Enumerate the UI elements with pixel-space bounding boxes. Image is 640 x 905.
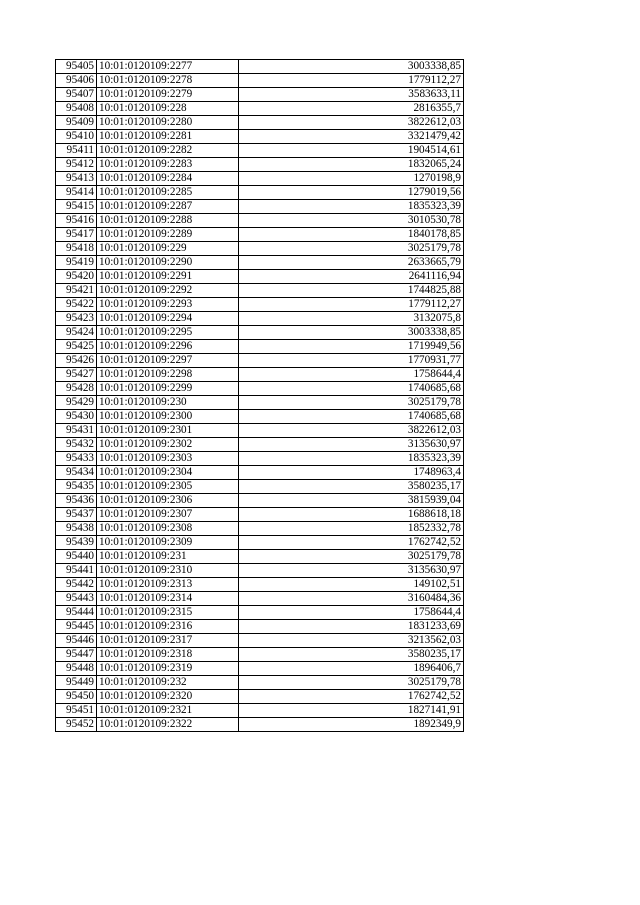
cadastral-number-cell: 10:01:0120109:2314	[97, 592, 239, 606]
table-row	[56, 396, 464, 410]
value-cell: 1904514,61	[239, 144, 464, 158]
cadastral-number-cell: 10:01:0120109:2293	[97, 298, 239, 312]
row-id-cell: 95423	[56, 312, 97, 326]
table-row	[56, 172, 464, 186]
value-cell: 3025179,78	[239, 550, 464, 564]
value-cell: 3003338,85	[239, 60, 464, 74]
table-row	[56, 74, 464, 88]
table-row	[56, 662, 464, 676]
cadastral-number-cell: 10:01:0120109:2280	[97, 116, 239, 130]
cadastral-number-cell: 10:01:0120109:2295	[97, 326, 239, 340]
table-row	[56, 326, 464, 340]
row-id-cell: 95419	[56, 256, 97, 270]
cadastral-number-cell: 10:01:0120109:2279	[97, 88, 239, 102]
row-id-cell: 95448	[56, 662, 97, 676]
cadastral-number-cell: 10:01:0120109:2306	[97, 494, 239, 508]
row-id-cell: 95433	[56, 452, 97, 466]
cadastral-number-cell: 10:01:0120109:2281	[97, 130, 239, 144]
table-row	[56, 564, 464, 578]
cadastral-number-cell: 10:01:0120109:2320	[97, 690, 239, 704]
row-id-cell: 95437	[56, 508, 97, 522]
value-cell: 1270198,9	[239, 172, 464, 186]
value-cell: 1740685,68	[239, 382, 464, 396]
table-row	[56, 256, 464, 270]
value-cell: 3815939,04	[239, 494, 464, 508]
value-cell: 1827141,91	[239, 704, 464, 718]
value-cell: 1770931,77	[239, 354, 464, 368]
table-row	[56, 592, 464, 606]
cadastral-number-cell: 10:01:0120109:2317	[97, 634, 239, 648]
value-cell: 1896406,7	[239, 662, 464, 676]
value-cell: 3003338,85	[239, 326, 464, 340]
value-cell: 1852332,78	[239, 522, 464, 536]
cadastral-number-cell: 10:01:0120109:2298	[97, 368, 239, 382]
table-row	[56, 284, 464, 298]
table-row	[56, 116, 464, 130]
row-id-cell: 95443	[56, 592, 97, 606]
value-cell: 3132075,8	[239, 312, 464, 326]
value-cell: 1831233,69	[239, 620, 464, 634]
row-id-cell: 95438	[56, 522, 97, 536]
row-id-cell: 95416	[56, 214, 97, 228]
table-row	[56, 508, 464, 522]
value-cell: 3025179,78	[239, 242, 464, 256]
value-cell: 3135630,97	[239, 564, 464, 578]
row-id-cell: 95439	[56, 536, 97, 550]
table-row	[56, 158, 464, 172]
table-row	[56, 144, 464, 158]
cadastral-number-cell: 10:01:0120109:2316	[97, 620, 239, 634]
value-cell: 1758644,4	[239, 368, 464, 382]
cadastral-number-cell: 10:01:0120109:2289	[97, 228, 239, 242]
cadastral-number-cell: 10:01:0120109:2299	[97, 382, 239, 396]
cadastral-number-cell: 10:01:0120109:2309	[97, 536, 239, 550]
value-cell: 3135630,97	[239, 438, 464, 452]
value-cell: 1762742,52	[239, 536, 464, 550]
table-row	[56, 368, 464, 382]
value-cell: 3025179,78	[239, 676, 464, 690]
value-cell: 3025179,78	[239, 396, 464, 410]
value-cell: 2633665,79	[239, 256, 464, 270]
table-body	[56, 60, 464, 732]
table-row	[56, 578, 464, 592]
row-id-cell: 95430	[56, 410, 97, 424]
value-cell: 1840178,85	[239, 228, 464, 242]
cadastral-number-cell: 10:01:0120109:2319	[97, 662, 239, 676]
cadastral-number-cell: 10:01:0120109:2284	[97, 172, 239, 186]
table-row	[56, 606, 464, 620]
table-row	[56, 270, 464, 284]
row-id-cell: 95428	[56, 382, 97, 396]
cadastral-number-cell: 10:01:0120109:2297	[97, 354, 239, 368]
cadastral-number-cell: 10:01:0120109:2292	[97, 284, 239, 298]
cadastral-number-cell: 10:01:0120109:230	[97, 396, 239, 410]
row-id-cell: 95444	[56, 606, 97, 620]
row-id-cell: 95434	[56, 466, 97, 480]
cadastral-number-cell: 10:01:0120109:2283	[97, 158, 239, 172]
table-row	[56, 186, 464, 200]
table-row	[56, 690, 464, 704]
row-id-cell: 95410	[56, 130, 97, 144]
row-id-cell: 95422	[56, 298, 97, 312]
table-row	[56, 354, 464, 368]
value-cell: 1688618,18	[239, 508, 464, 522]
table-row	[56, 312, 464, 326]
table-row	[56, 298, 464, 312]
row-id-cell: 95449	[56, 676, 97, 690]
cadastral-number-cell: 10:01:0120109:2277	[97, 60, 239, 74]
value-cell: 1758644,4	[239, 606, 464, 620]
table-row	[56, 704, 464, 718]
row-id-cell: 95414	[56, 186, 97, 200]
value-cell: 149102,51	[239, 578, 464, 592]
data-table	[55, 59, 464, 732]
row-id-cell: 95407	[56, 88, 97, 102]
value-cell: 1762742,52	[239, 690, 464, 704]
row-id-cell: 95445	[56, 620, 97, 634]
row-id-cell: 95406	[56, 74, 97, 88]
row-id-cell: 95418	[56, 242, 97, 256]
value-cell: 3822612,03	[239, 424, 464, 438]
table-row	[56, 620, 464, 634]
cadastral-number-cell: 10:01:0120109:2307	[97, 508, 239, 522]
row-id-cell: 95431	[56, 424, 97, 438]
value-cell: 1279019,56	[239, 186, 464, 200]
table-row	[56, 522, 464, 536]
row-id-cell: 95429	[56, 396, 97, 410]
table-row	[56, 648, 464, 662]
value-cell: 1740685,68	[239, 410, 464, 424]
table-row	[56, 466, 464, 480]
row-id-cell: 95415	[56, 200, 97, 214]
table-row	[56, 228, 464, 242]
cadastral-number-cell: 10:01:0120109:2294	[97, 312, 239, 326]
cadastral-number-cell: 10:01:0120109:2296	[97, 340, 239, 354]
table-row	[56, 242, 464, 256]
value-cell: 1892349,9	[239, 718, 464, 732]
row-id-cell: 95435	[56, 480, 97, 494]
cadastral-number-cell: 10:01:0120109:2282	[97, 144, 239, 158]
table-row	[56, 130, 464, 144]
value-cell: 1779112,27	[239, 298, 464, 312]
table-row	[56, 424, 464, 438]
value-cell: 3213562,03	[239, 634, 464, 648]
row-id-cell: 95446	[56, 634, 97, 648]
table-row	[56, 214, 464, 228]
table-row	[56, 60, 464, 74]
row-id-cell: 95441	[56, 564, 97, 578]
row-id-cell: 95427	[56, 368, 97, 382]
row-id-cell: 95405	[56, 60, 97, 74]
cadastral-number-cell: 10:01:0120109:2304	[97, 466, 239, 480]
row-id-cell: 95417	[56, 228, 97, 242]
cadastral-number-cell: 10:01:0120109:2305	[97, 480, 239, 494]
cadastral-number-cell: 10:01:0120109:231	[97, 550, 239, 564]
table-row	[56, 88, 464, 102]
value-cell: 3160484,36	[239, 592, 464, 606]
cadastral-number-cell: 10:01:0120109:2313	[97, 578, 239, 592]
cadastral-number-cell: 10:01:0120109:229	[97, 242, 239, 256]
value-cell: 2641116,94	[239, 270, 464, 284]
value-cell: 3822612,03	[239, 116, 464, 130]
table-row	[56, 718, 464, 732]
value-cell: 1748963,4	[239, 466, 464, 480]
cadastral-number-cell: 10:01:0120109:232	[97, 676, 239, 690]
value-cell: 1835323,39	[239, 452, 464, 466]
row-id-cell: 95432	[56, 438, 97, 452]
value-cell: 1832065,24	[239, 158, 464, 172]
row-id-cell: 95424	[56, 326, 97, 340]
cadastral-number-cell: 10:01:0120109:2315	[97, 606, 239, 620]
row-id-cell: 95420	[56, 270, 97, 284]
cadastral-number-cell: 10:01:0120109:2278	[97, 74, 239, 88]
cadastral-number-cell: 10:01:0120109:2287	[97, 200, 239, 214]
row-id-cell: 95452	[56, 718, 97, 732]
value-cell: 3580235,17	[239, 648, 464, 662]
row-id-cell: 95408	[56, 102, 97, 116]
row-id-cell: 95409	[56, 116, 97, 130]
row-id-cell: 95413	[56, 172, 97, 186]
row-id-cell: 95411	[56, 144, 97, 158]
value-cell: 1744825,88	[239, 284, 464, 298]
table-row	[56, 438, 464, 452]
table-row	[56, 550, 464, 564]
value-cell: 3321479,42	[239, 130, 464, 144]
row-id-cell: 95442	[56, 578, 97, 592]
cadastral-number-cell: 10:01:0120109:2301	[97, 424, 239, 438]
table-row	[56, 536, 464, 550]
cadastral-number-cell: 10:01:0120109:2302	[97, 438, 239, 452]
row-id-cell: 95450	[56, 690, 97, 704]
table-row	[56, 634, 464, 648]
cadastral-number-cell: 10:01:0120109:2322	[97, 718, 239, 732]
row-id-cell: 95451	[56, 704, 97, 718]
cadastral-number-cell: 10:01:0120109:2300	[97, 410, 239, 424]
table-row	[56, 340, 464, 354]
cadastral-number-cell: 10:01:0120109:228	[97, 102, 239, 116]
cadastral-number-cell: 10:01:0120109:2288	[97, 214, 239, 228]
table-row	[56, 452, 464, 466]
cadastral-number-cell: 10:01:0120109:2290	[97, 256, 239, 270]
value-cell: 1835323,39	[239, 200, 464, 214]
table-row	[56, 480, 464, 494]
cadastral-number-cell: 10:01:0120109:2318	[97, 648, 239, 662]
value-cell: 3010530,78	[239, 214, 464, 228]
table-row	[56, 410, 464, 424]
row-id-cell: 95425	[56, 340, 97, 354]
table-row	[56, 200, 464, 214]
cadastral-number-cell: 10:01:0120109:2308	[97, 522, 239, 536]
value-cell: 3580235,17	[239, 480, 464, 494]
table-row	[56, 676, 464, 690]
row-id-cell: 95447	[56, 648, 97, 662]
value-cell: 1779112,27	[239, 74, 464, 88]
cadastral-number-cell: 10:01:0120109:2321	[97, 704, 239, 718]
cadastral-number-cell: 10:01:0120109:2291	[97, 270, 239, 284]
cadastral-number-cell: 10:01:0120109:2303	[97, 452, 239, 466]
row-id-cell: 95412	[56, 158, 97, 172]
table-row	[56, 494, 464, 508]
value-cell: 3583633,11	[239, 88, 464, 102]
cadastral-number-cell: 10:01:0120109:2285	[97, 186, 239, 200]
value-cell: 2816355,7	[239, 102, 464, 116]
cadastral-number-cell: 10:01:0120109:2310	[97, 564, 239, 578]
row-id-cell: 95421	[56, 284, 97, 298]
table-row	[56, 382, 464, 396]
table-row	[56, 102, 464, 116]
row-id-cell: 95440	[56, 550, 97, 564]
row-id-cell: 95426	[56, 354, 97, 368]
row-id-cell: 95436	[56, 494, 97, 508]
value-cell: 1719949,56	[239, 340, 464, 354]
